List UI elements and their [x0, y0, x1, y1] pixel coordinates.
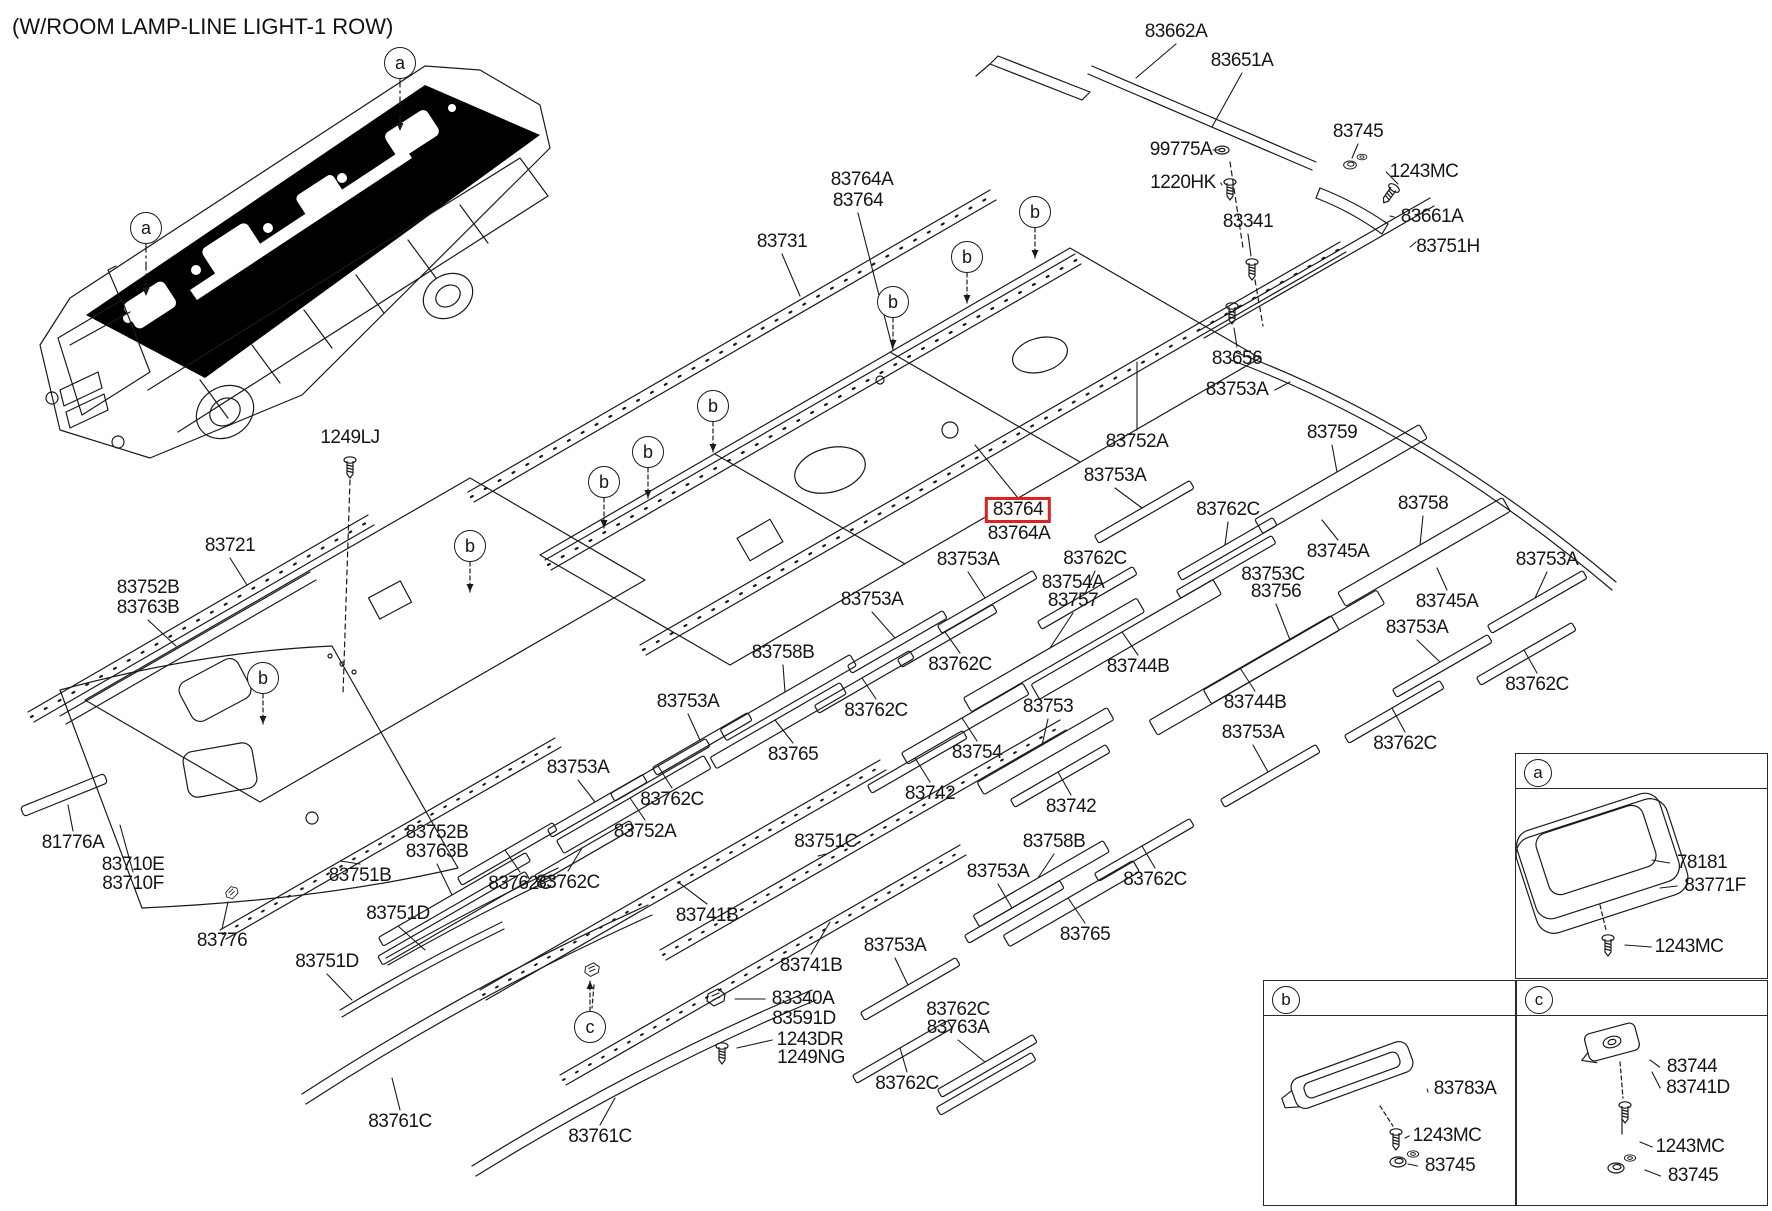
diagram-title: (W/ROOM LAMP-LINE LIGHT-1 ROW) — [12, 14, 394, 39]
part-label: 83742 — [904, 783, 956, 804]
part-label: 1243MC — [1389, 161, 1459, 182]
part-label: 83751D — [366, 903, 430, 924]
part-label: 83752B — [405, 822, 469, 843]
part-label: 83762C — [928, 654, 992, 675]
part-label: 83764 — [832, 190, 884, 211]
part-label: 1249LJ — [320, 427, 380, 448]
inset-c — [1516, 980, 1768, 1206]
inset-b-letter: b — [1272, 986, 1300, 1014]
clip-83340A — [707, 989, 725, 1006]
part-label: 83763B — [116, 597, 180, 618]
part-label: 83591D — [772, 1008, 836, 1029]
part-label: 83741B — [675, 905, 739, 926]
callout-b: b — [588, 466, 620, 498]
part-label: 83754A — [1041, 572, 1105, 593]
roof-rail-83741B-2 — [560, 845, 966, 1085]
part-label: 83745 — [1667, 1165, 1719, 1186]
part-label: 83762C — [1123, 869, 1187, 890]
part-label: 83340A — [771, 988, 835, 1009]
part-label: 83731 — [756, 231, 808, 252]
part-label: 83764A — [830, 169, 894, 190]
part-label: 83776 — [196, 930, 248, 951]
part-label: 83771F — [1684, 875, 1746, 896]
part-label: 83651A — [1210, 50, 1274, 71]
part-label: 1220HK — [1150, 172, 1216, 193]
strip-81776A — [20, 774, 107, 817]
callout-b: b — [877, 286, 909, 318]
part-83662A — [976, 56, 1090, 100]
part-label: 83758 — [1397, 493, 1449, 514]
part-label: 83753C — [1241, 564, 1305, 585]
part-label: 1243MC — [1654, 936, 1724, 957]
inset-a-letter: a — [1524, 759, 1552, 787]
screw-1243MC-top — [1379, 182, 1401, 206]
part-label: 1243MC — [1412, 1125, 1482, 1146]
part-label: 83745A — [1306, 541, 1370, 562]
part-label: 83752B — [116, 577, 180, 598]
part-label: 83751B — [328, 865, 392, 886]
part-label: 83762C — [1505, 674, 1569, 695]
part-label: 83744B — [1223, 692, 1287, 713]
screw-1243DR — [716, 1043, 728, 1064]
part-label: 83762C — [1196, 499, 1260, 520]
callout-b: b — [1019, 196, 1051, 228]
part-label: 83753A — [1221, 722, 1285, 743]
callout-b: b — [951, 241, 983, 273]
part-label: 83762C — [844, 700, 908, 721]
part-label: 83762C — [926, 999, 990, 1020]
callout-b: b — [632, 436, 664, 468]
part-label: 83752A — [1105, 431, 1169, 452]
part-label: 83758B — [751, 642, 815, 663]
part-label: 83753A — [546, 757, 610, 778]
part-label: 83742 — [1045, 796, 1097, 817]
part-label: 83753A — [1515, 549, 1579, 570]
part-label: 1249NG — [777, 1047, 845, 1068]
moulding-83751D-2 — [340, 922, 504, 1017]
roof-rail-83721 — [28, 515, 374, 722]
part-label: 83741B — [779, 955, 843, 976]
callout-a: a — [130, 212, 162, 244]
part-label: 83751D — [295, 951, 359, 972]
part-label: 83758B — [1022, 831, 1086, 852]
part-label: 83751C — [794, 831, 858, 852]
part-label: 83763A — [926, 1017, 990, 1038]
part-label: 78181 — [1676, 852, 1728, 873]
part-label: 83744B — [1106, 656, 1170, 677]
inset-a — [1515, 753, 1768, 979]
part-label: 83744 — [1666, 1056, 1718, 1077]
part-83661A — [1316, 188, 1388, 234]
part-label: 83710F — [102, 873, 164, 894]
part-label: 83783A — [1433, 1078, 1497, 1099]
callout-b: b — [697, 390, 729, 422]
part-label: 83753A — [1083, 465, 1147, 486]
part-label: 83762C — [640, 789, 704, 810]
screw-1249LJ — [344, 457, 356, 478]
clip-83776 — [224, 885, 240, 900]
bus-illustration — [40, 66, 550, 458]
screw-83341 — [1246, 259, 1258, 280]
part-label: 83753A — [656, 691, 720, 712]
part-label: 83745 — [1424, 1155, 1476, 1176]
part-label: 83765 — [767, 744, 819, 765]
part-label: 83761C — [368, 1111, 432, 1132]
part-label: 83753A — [936, 549, 1000, 570]
part-label: 83753A — [840, 589, 904, 610]
part-label: 83753A — [1385, 617, 1449, 638]
part-label: 83753A — [1205, 379, 1269, 400]
strip-83752B-left — [60, 572, 316, 724]
part-label: 83756 — [1250, 581, 1302, 602]
part-label: 83754 — [951, 742, 1003, 763]
part-label: 83762C — [536, 872, 600, 893]
part-label: 83753 — [1022, 696, 1074, 717]
part-label: 83341 — [1222, 211, 1274, 232]
callout-b: b — [247, 662, 279, 694]
inset-c-letter: c — [1525, 986, 1553, 1014]
part-label: 83763B — [405, 841, 469, 862]
part-label: 83762C — [875, 1073, 939, 1094]
part-label: 83753A — [966, 861, 1030, 882]
part-label: 83710E — [101, 854, 165, 875]
part-label: 83745A — [1415, 591, 1479, 612]
part-label: 83751H — [1416, 236, 1480, 257]
part-label: 83759 — [1306, 422, 1358, 443]
moulding-83761C-right — [472, 990, 816, 1176]
part-label: 1243DR — [776, 1029, 844, 1050]
part-label: 83662A — [1144, 21, 1208, 42]
part-label: 83656 — [1211, 348, 1263, 369]
part-label: 83753A — [863, 935, 927, 956]
callout-c: c — [574, 1011, 606, 1043]
grommet-83745-top — [1344, 161, 1357, 169]
part-label: 83721 — [204, 535, 256, 556]
callout-a: a — [384, 47, 416, 79]
clip-c-detail — [585, 963, 599, 977]
part-label: 83752A — [613, 821, 677, 842]
part-label: 81776A — [41, 832, 105, 853]
part-label: 83661A — [1400, 206, 1464, 227]
part-label: 83762C — [488, 873, 552, 894]
part-label: 99775A — [1149, 139, 1213, 160]
part-label: 83762C — [1063, 548, 1127, 569]
part-label: 83762C — [1373, 733, 1437, 754]
part-label: 83764A — [987, 523, 1051, 544]
part-label: 83765 — [1059, 924, 1111, 945]
part-label: 83757 — [1047, 590, 1099, 611]
part-label: 83745 — [1332, 121, 1384, 142]
highlighted-part-label[interactable]: 83764 — [985, 497, 1051, 523]
callout-b: b — [454, 530, 486, 562]
part-label: 1243MC — [1655, 1136, 1725, 1157]
part-label: 83741D — [1666, 1077, 1730, 1098]
part-label: 83761C — [568, 1126, 632, 1147]
